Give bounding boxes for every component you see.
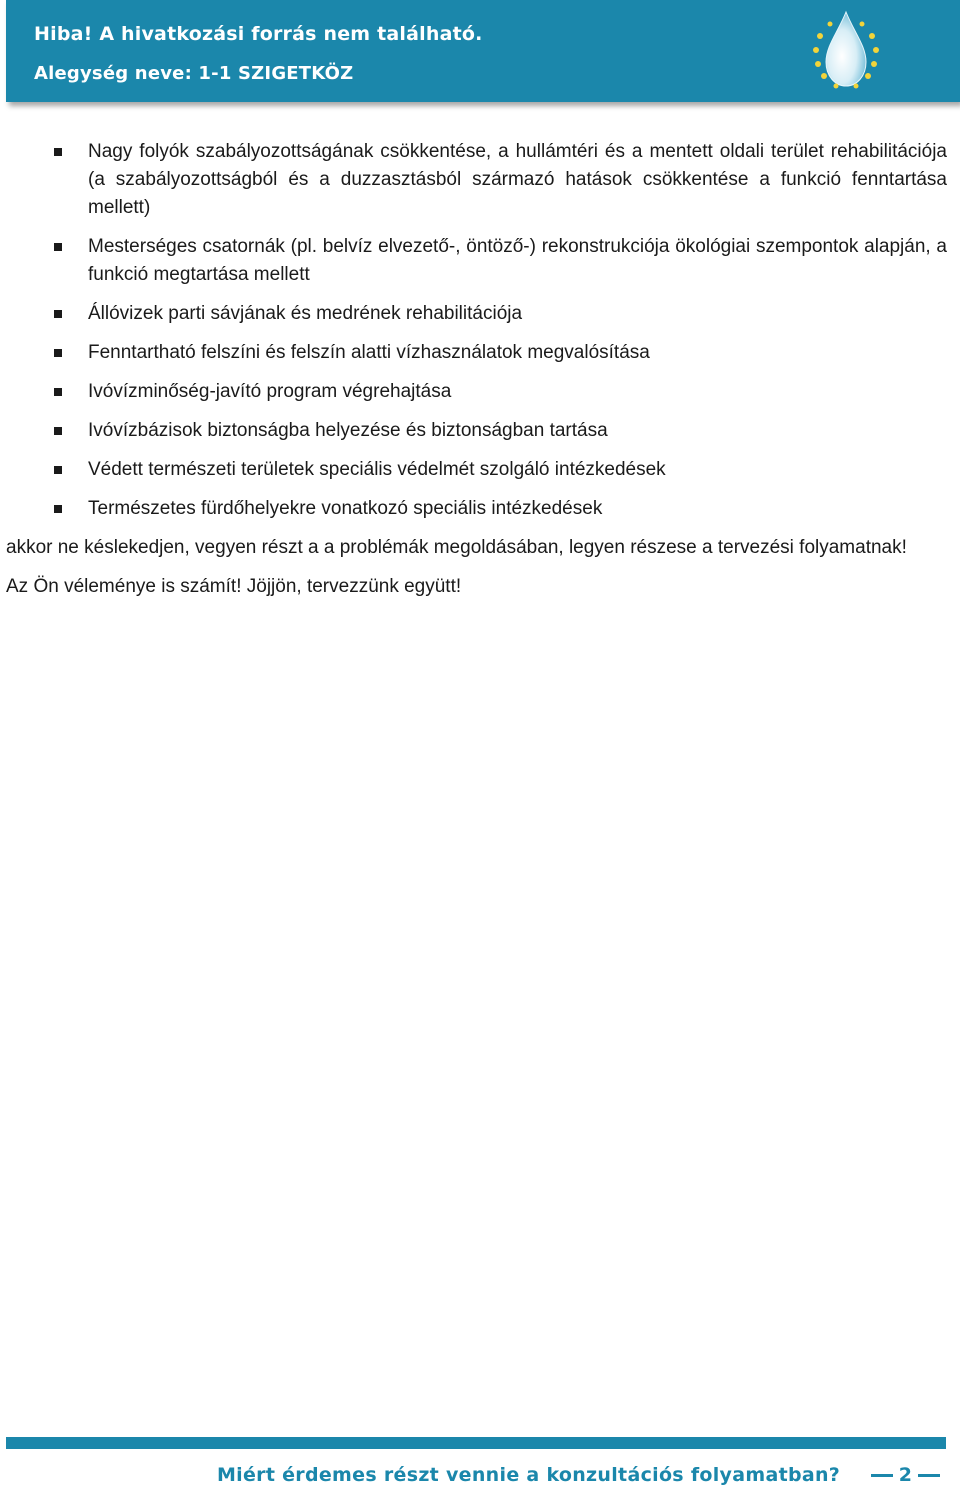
bullet-square-icon — [54, 243, 62, 251]
list-item — [6, 300, 947, 328]
list-item — [6, 339, 947, 367]
footer — [217, 1464, 946, 1486]
header-subtitle: Alegység neve: 1-1 SZIGETKÖZ — [34, 63, 354, 84]
call-to-action-paragraph: akkor ne késlekedjen, vegyen részt a a problémák megoldásában, legyen részese a tervezési folyamatnak! — [6, 537, 907, 558]
list-item-text: Mesterséges csatornák (pl. belvíz elvezető-, öntöző-) rekonstrukciója ökológiai szempontok alapján, a funkció megtartása mellett — [88, 236, 947, 285]
measures-list — [6, 138, 947, 523]
list-item — [6, 233, 947, 289]
water-drop-eu-stars-icon — [808, 6, 884, 94]
bullet-square-icon — [54, 310, 62, 318]
list-item — [6, 138, 947, 222]
list-item-text: Ivóvízminőség-javító program végrehajtása — [88, 381, 452, 402]
list-item-text: Védett természeti területek speciális védelmét szolgáló intézkedések — [88, 459, 666, 480]
main-content — [6, 138, 947, 612]
list-item-text: Fenntartható felszíni és felszín alatti vízhasználatok megvalósítása — [88, 342, 650, 363]
footer-bar — [6, 1437, 946, 1449]
footer-title: Miért érdemes részt vennie a konzultációs folyamatban? — [216, 1464, 841, 1486]
bullet-square-icon — [54, 427, 62, 435]
dash-icon — [871, 1474, 893, 1477]
bullet-square-icon — [54, 466, 62, 474]
bullet-square-icon — [54, 349, 62, 357]
bullet-square-icon — [54, 388, 62, 396]
list-item — [6, 456, 947, 484]
list-item — [6, 417, 947, 445]
list-item — [6, 495, 947, 523]
bullet-square-icon — [54, 148, 62, 156]
page-number: 2 — [898, 1464, 912, 1486]
list-item-text: Természetes fürdőhelyekre vonatkozó speciális intézkedések — [88, 498, 603, 519]
list-item-text: Nagy folyók szabályozottságának csökkentése, a hullámtéri és a mentett oldali terület rehabilitációja (a szabályozottságból és a duzzasztásból származó hatások csökkentése a funkció fenntartása mellett) — [88, 141, 947, 218]
dash-icon — [918, 1474, 940, 1477]
list-item — [6, 378, 947, 406]
page-number-group — [865, 1464, 946, 1486]
bullet-square-icon — [54, 505, 62, 513]
closing-paragraph: Az Ön véleménye is számít! Jöjjön, tervezzünk együtt! — [6, 576, 462, 597]
list-item-text: Állóvizek parti sávjának és medrének rehabilitációja — [88, 303, 523, 324]
header-title: Hiba! A hivatkozási forrás nem található. — [34, 23, 483, 45]
list-item-text: Ivóvízbázisok biztonságba helyezése és biztonságban tartása — [88, 420, 608, 441]
